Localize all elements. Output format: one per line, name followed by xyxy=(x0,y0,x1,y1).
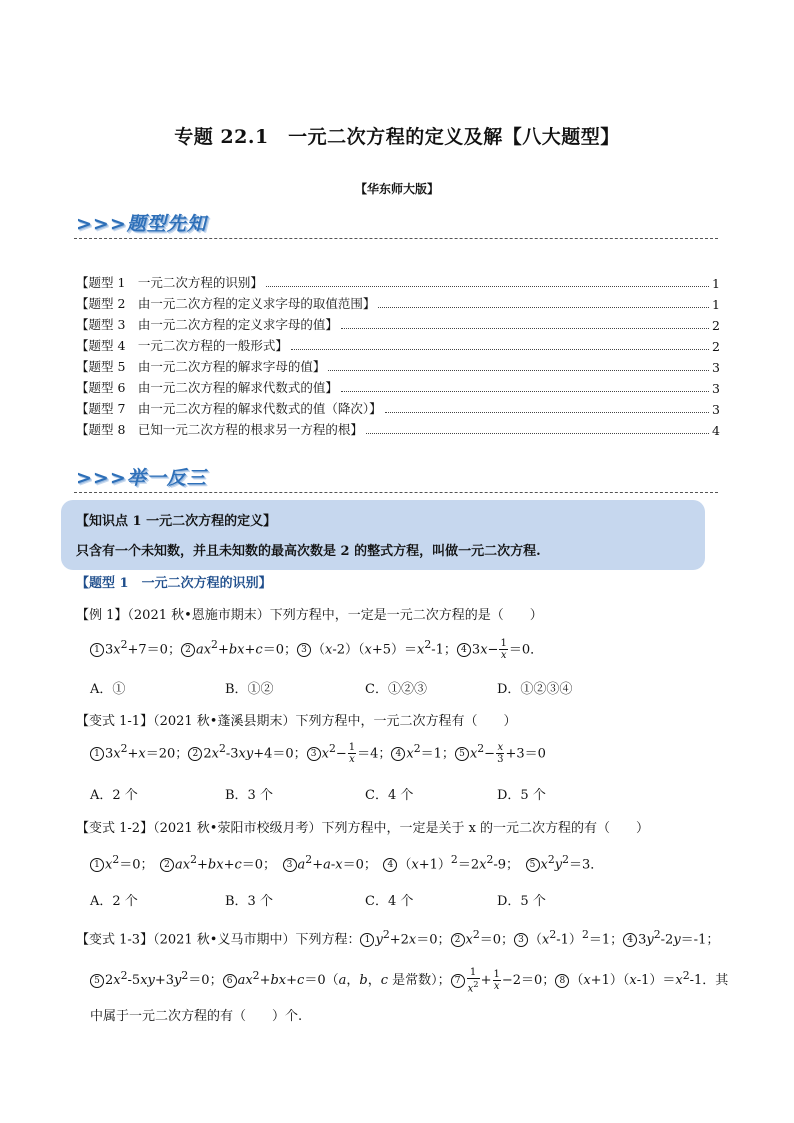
example-1-stem: 【例 1】（2021 秋•恩施市期末）下列方程中，一定是一元二次方程的是（ ） xyxy=(76,608,543,623)
example-1-option-b[interactable]: B．①② xyxy=(225,682,274,697)
toc-item[interactable]: 【题型 4 一元二次方程的一般形式】 2 xyxy=(76,338,720,354)
toc-item[interactable]: 【题型 5 由一元二次方程的解求字母的值】 3 xyxy=(76,359,720,375)
toc-item[interactable]: 【题型 8 已知一元二次方程的根求另一方程的根】 4 xyxy=(76,422,720,438)
variant-1-2-stem: 【变式 1-2】（2021 秋•荥阳市校级月考）下列方程中，一定是关于 x 的一元二次方程的有（ ） xyxy=(76,821,650,836)
toc-item[interactable]: 【题型 6 由一元二次方程的解求代数式的值】 3 xyxy=(76,380,720,396)
variant-1-1-option-b[interactable]: B．3 个 xyxy=(225,788,273,803)
edition-label: 【华东师大版】 xyxy=(354,182,439,196)
variant-1-1-option-a[interactable]: A．2 个 xyxy=(90,788,138,803)
variant-1-2-option-c[interactable]: C．4 个 xyxy=(365,894,414,909)
toc-item[interactable]: 【题型 2 由一元二次方程的定义求字母的取值范围】 1 xyxy=(76,296,720,312)
example-1-option-c[interactable]: C．①②③ xyxy=(365,682,427,697)
knowledge-text: 只含有一个未知数，并且未知数的最高次数是 2 的整式方程，叫做一元二次方程. xyxy=(76,544,541,559)
divider xyxy=(74,492,718,493)
example-1-equations: 1 $3x^2+7=0$； 2 $ax^2+bx+c=0$； 3 $(x-2)(x+5)=x^2-1$； 4 3x− $\frac{1}{x}$ ＝0． xyxy=(90,638,543,661)
divider xyxy=(74,238,718,239)
example-1-option-d[interactable]: D．①②③④ xyxy=(497,682,573,697)
table-of-contents xyxy=(76,270,720,438)
variant-1-1-stem: 【变式 1-1】（2021 秋•蓬溪县期末）下列方程中，一元二次方程有（ ） xyxy=(76,714,517,729)
variant-1-3-tail: 中属于一元二次方程的有（ ）个. xyxy=(90,1009,303,1024)
practice-banner: >>>举一反三 xyxy=(76,467,207,489)
variant-1-1-option-d[interactable]: D．5 个 xyxy=(497,788,546,803)
variant-1-2-option-a[interactable]: A．2 个 xyxy=(90,894,138,909)
overview-banner: >>>题型先知 xyxy=(76,213,207,235)
toc-item[interactable]: 【题型 1 一元二次方程的识别】 1 xyxy=(76,275,720,291)
variant-1-2-option-b[interactable]: B．3 个 xyxy=(225,894,273,909)
knowledge-title: 【知识点 1 一元二次方程的定义】 xyxy=(76,514,277,529)
toc-item[interactable]: 【题型 7 由一元二次方程的解求代数式的值（降次）】 3 xyxy=(76,401,720,417)
variant-1-2-equations: 1 $x^2=0$； 2 $ax^2+bx+c=0$； 3 $a^2+a-x=0$； 4 $(x+1)^2=2x^2-9$； 5 $x^2y^2=3$． xyxy=(90,853,603,872)
page-title: 专题 22.1 一元二次方程的定义及解【八大题型】 xyxy=(174,126,620,148)
variant-1-2-option-d[interactable]: D．5 个 xyxy=(497,894,546,909)
variant-1-3-line-1: 【变式 1-3】（2021 秋•义马市期中）下列方程： 1 $y^2+2x=0$； 2 $x^2=0$； 3 $(x^2-1)^2=1$； 4 $3y^2-2y=-1$； xyxy=(76,928,720,948)
toc-item[interactable]: 【题型 3 由一元二次方程的定义求字母的值】 2 xyxy=(76,317,720,333)
variant-1-3-line-2: 5 $2x^2-5xy+3y^2=0$； 6 $ax^2+bx+c=0(a$，b，c 是常数）； 7 $\frac{1}{x^2}$ + $\frac{1}{x}$ −2＝0； 8 $(x+1)(x-1)=x^2-1$．其 xyxy=(90,967,728,994)
variant-1-1-equations: 1 $3x^2+x=20$； 2 $2x^2-3xy+4=0$； 3 $x^2-$ $\frac{1}{x}$ ＝4； 4 $x^2=1$； 5 $x^2-$ $\frac{x}{3}$ +3＝0 xyxy=(90,742,546,765)
variant-1-3-stem: 【变式 1-3】（2021 秋•义马市期中）下列方程： xyxy=(76,932,361,948)
section-heading: 【题型 1 一元二次方程的识别】 xyxy=(76,576,272,591)
variant-1-1-option-c[interactable]: C．4 个 xyxy=(365,788,414,803)
example-1-option-a[interactable]: A．① xyxy=(90,682,126,697)
